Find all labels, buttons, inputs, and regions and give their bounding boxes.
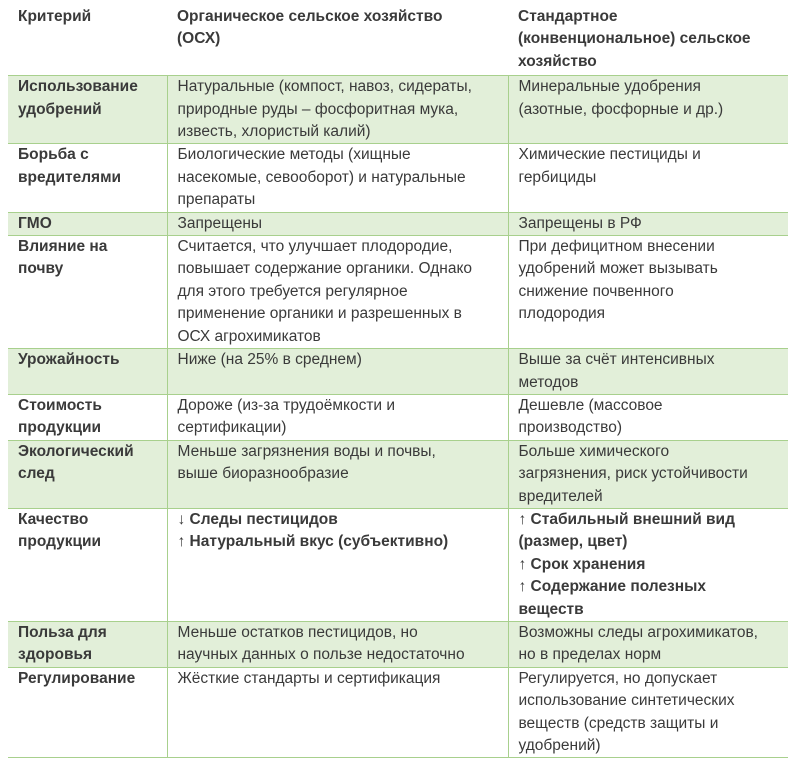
comparison-table bbox=[8, 4, 788, 758]
row-standard: Запрещены в РФ bbox=[508, 212, 788, 235]
row-standard: ↑ Стабильный внешний вид (размер, цвет) ↑ Срок хранения ↑ Содержание полезных веществ bbox=[508, 508, 788, 621]
row-criterion: Борьба с вредителями bbox=[18, 146, 122, 186]
row-organic: Натуральные (компост, навоз, сидераты, природные руды – фосфоритная мука, известь, хлористый калий) bbox=[167, 76, 508, 144]
table-row bbox=[8, 621, 788, 667]
row-organic: Меньше остатков пестицидов, но научных данных о пользе недостаточно bbox=[167, 621, 508, 667]
row-criterion: Урожайность bbox=[8, 349, 167, 395]
row-organic: Запрещены bbox=[167, 212, 508, 235]
row-standard: Химические пестициды и гербициды bbox=[508, 144, 788, 212]
row-criterion: ГМО bbox=[8, 212, 167, 235]
table-row bbox=[8, 212, 788, 235]
row-criterion: Влияние на почву bbox=[18, 238, 108, 278]
header-organic: Органическое сельское хозяйство (ОСХ) bbox=[177, 8, 443, 48]
header-row bbox=[8, 4, 788, 76]
row-standard: Возможны следы агрохимикатов, но в пределах норм bbox=[508, 621, 788, 667]
row-standard: Выше за счёт интенсивных методов bbox=[508, 349, 788, 395]
row-standard: Больше химического загрязнения, риск устойчивости вредителей bbox=[508, 440, 788, 508]
row-organic: Считается, что улучшает плодородие, повышает содержание органики. Однако для этого требуется регулярное применение органики и разрешенных в ОСХ агрохимикатов bbox=[167, 236, 508, 349]
row-organic: Дороже (из-за трудоёмкости и сертификации) bbox=[167, 394, 508, 440]
row-standard: При дефицитном внесении удобрений может вызывать снижение почвенного плодородия bbox=[508, 236, 788, 349]
table-row bbox=[8, 349, 788, 395]
row-organic: ↓ Следы пестицидов ↑ Натуральный вкус (субъективно) bbox=[167, 508, 508, 621]
table-row bbox=[8, 394, 788, 440]
row-organic: Жёсткие стандарты и сертификация bbox=[167, 667, 508, 758]
row-organic: Ниже (на 25% в среднем) bbox=[167, 349, 508, 395]
row-criterion: Польза для здоровья bbox=[8, 621, 167, 667]
row-standard: Минеральные удобрения (азотные, фосфорные и др.) bbox=[508, 76, 788, 144]
table-row bbox=[8, 236, 788, 349]
table-row bbox=[8, 508, 788, 621]
row-criterion: Экологический след bbox=[8, 440, 167, 508]
row-criterion: Регулирование bbox=[18, 669, 136, 687]
header-criterion: Критерий bbox=[18, 8, 92, 25]
row-criterion: Качество продукции bbox=[18, 510, 102, 551]
row-organic: Меньше загрязнения воды и почвы, выше биоразнообразие bbox=[167, 440, 508, 508]
row-organic: Биологические методы (хищные насекомые, севооборот) и натуральные препараты bbox=[167, 144, 508, 212]
header-standard: Стандартное (конвенциональное) сельское хозяйство bbox=[518, 8, 751, 70]
table-row bbox=[8, 144, 788, 212]
table-row bbox=[8, 76, 788, 144]
row-standard: Регулируется, но допускает использование синтетических веществ (средств защиты и удобрений) bbox=[508, 667, 788, 758]
table-row bbox=[8, 440, 788, 508]
table-row bbox=[8, 667, 788, 758]
row-criterion: Стоимость продукции bbox=[18, 396, 102, 437]
row-standard: Дешевле (массовое производство) bbox=[508, 394, 788, 440]
row-criterion: Использование удобрений bbox=[8, 76, 167, 144]
